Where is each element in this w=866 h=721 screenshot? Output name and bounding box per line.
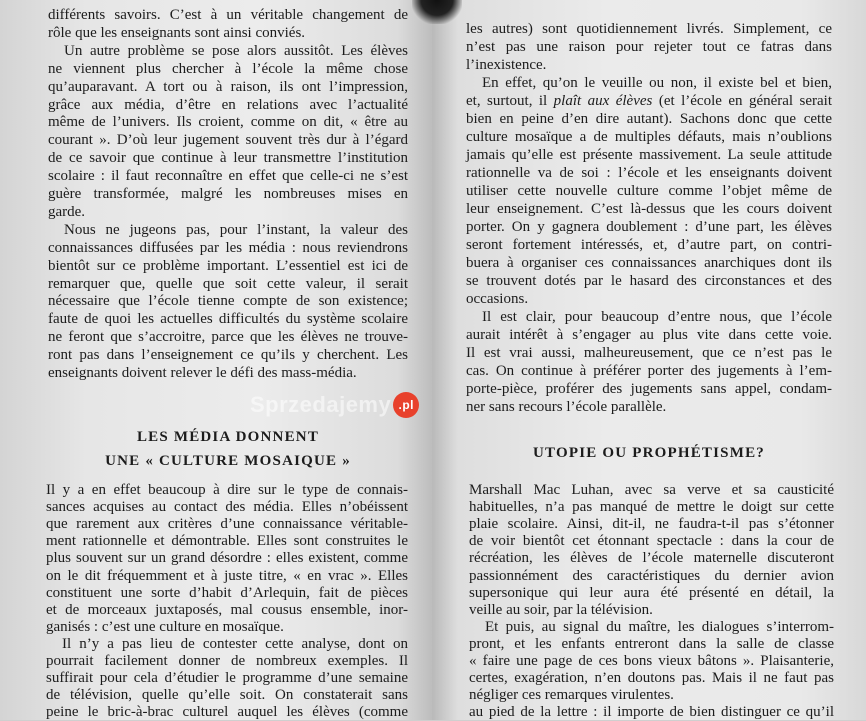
text-line: porte-pièce, proférer des jugements sans appel, condam- [466,381,832,397]
text-line: Marshall Mac Luhan, avec sa verve et sa causticité [469,482,834,498]
text-line: bien en peine d’en dire autant). Sachons donc que cette [466,111,832,127]
text-line: ne viennent plus chercher à l’école la même chose [48,60,408,77]
text-line: leur enseignement. C’est là-dessus que les cours doivent [466,201,832,217]
text-line: jamais qu’elle est présente massivement. La seule attitude [466,147,832,163]
text-line: certes, exagération, n’en doutons pas. Mais il ne faut pas [469,670,834,687]
text-line: n’est pas une raison pour rejeter tout ce fatras dans [466,39,832,55]
text-line: remarquer que, quelle que soit cette valeur, il serait [48,275,408,292]
text-line: seront fortement intéressés, et, d’autre part, on contri- [466,237,832,253]
text-line: suffirait pour cela d’étudier le programme d’une semaine [46,670,408,687]
text-line: l’inexistence. [466,57,547,73]
text-line: de télévision, quelle qu’elle soit. On constaterait sans [46,687,408,704]
text-line: rôle que les enseignants sont ainsi conviés. [48,24,306,41]
text-line: enseignants doivent relever le défi des mass-média. [48,365,357,381]
watermark-logo [250,392,419,420]
right-page [432,0,866,720]
text-line: guère transformée, malgré les nombreuses mises en [48,186,408,202]
text-line: connaissances diffusées par les média : nous reviendrons [48,239,408,256]
text-line: qu’auparavant. A tort ou à raison, ils ont l’impression, [48,78,408,95]
text-line: que rarement aux critères d’une connaissance véritable- [46,516,408,533]
text-line: Il est clair, pour beaucoup d’entre nous, que l’école [482,309,832,325]
text-line: Et puis, au signal du maître, les dialogues s’interrom- [485,618,834,635]
italic-text: plaît aux élèves [553,93,653,109]
text-line: Il y a en effet beaucoup à dire sur le type de connais- [46,482,408,498]
text-line: peine le bric-à-brac culturel auquel les élèves (comme [46,704,408,721]
left-bottom-text [46,481,408,721]
text-line: utiliser cette nouvelle culture comme l’objet même de [466,183,832,199]
left-page [0,0,432,720]
text-segment: (et l’école en général serait [652,93,833,109]
text-line: pront, et les enfants entreront dans la salle de classe [469,635,834,652]
text-line: « faire une page de ces bons vieux bâtons ». Plaisanterie, [469,653,834,669]
section-heading-line1: LES MÉDIA DONNENT [136,429,320,445]
text-line: culture mosaïque a de multiples défauts, mais n’oublions [466,129,832,145]
text-line: porter. On y gagnera doublement : d’une part, les élèves [466,219,832,235]
text-line: différents savoirs. C’est à un véritable changement de [48,7,408,23]
text-line: garde. [48,203,86,220]
text-line: buera à organiser ces connaissances anarchiques dont ils [466,255,832,271]
text-line: plaie scolaire. Ainsi, dit-il, ne faudra-t-il pas s’étonner [469,516,834,533]
text-line: Il n’y a pas lieu de contester cette analyse, dont on [62,635,408,652]
text-line: ner sans recours l’école parallèle. [466,399,667,415]
text-line: au pied de la lettre : il importe de bien distinguer ce qu’il [469,704,834,721]
right-top-text [466,20,832,420]
right-bottom-text [469,481,834,721]
text-line: ne feront que s’accroitre, parce que les élèves ne trouve- [48,329,408,346]
text-line: rationnelle va de soi : l’école et les enseignants doivent [466,165,832,181]
text-line: sances acquises au contact des média. Elles n’obéissent [46,499,408,516]
text-line: veille au soir, par la télévision. [469,601,653,618]
section-heading-line2: UNE « CULTURE MOSAIQUE » [105,453,351,469]
watermark-text: Sprzedajemy [250,392,392,417]
left-top-text [48,6,408,386]
text-line: les autres) sont quotidiennement livrés. Simplement, ce [466,21,832,37]
text-line: constituent une sorte d’habit d’Arlequin, fait de pièces [46,584,408,601]
text-line: récréation, les élèves de l’école maternelle discuteront [469,550,834,567]
watermark-badge: .pl [393,392,419,418]
text-line: de voir bientôt cet étonnant spectacle : dans la cour de [469,533,834,550]
text-line: plus souvent sur un grand désordre : elles existent, comme [46,550,408,567]
text-line: Il est vrai aussi, malheureusement, que ce n’est pas le [466,345,832,361]
text-segment: et, surtout, il [466,93,554,109]
text-line: En effet, qu’on le veuille ou non, il existe bel et bien, [482,75,832,91]
text-line: grâce aux média, d’être en relations avec l’actualité [48,96,408,113]
text-line: se trouvent dotés par le hasard des circonstances et des [466,273,832,289]
section-heading: UTOPIE OU PROPHÉTISME? [533,445,765,461]
text-line [466,92,832,110]
book-gutter-shadow [412,0,462,24]
text-line: faute de quoi les actuelles difficultés du système scolaire [48,311,408,328]
text-line: aurait intérêt à s’engager au plus vite dans cette voie. [466,327,832,343]
text-line: bientôt sur ce problème important. L’essentiel est ici de [48,257,408,274]
text-line: cas. On continue à préférer porter des jugements à l’em- [466,363,832,379]
text-line: Un autre problème se pose alors aussitôt. Les élèves [64,42,408,59]
text-line: supersonique qui leur aura été présenté en détail, la [469,584,834,601]
text-line: occasions. [466,291,529,307]
text-line: scolaire : il faut reconnaître en effet que celle-ci ne s’est [48,168,408,185]
text-line: habituelles, n’a pas manqué de mettre le doigt sur cette [469,499,834,516]
text-line: passionnément des caractéristiques du dernier avion [469,567,834,584]
text-line: nécessaire que l’école tienne compte de son existence; [48,293,408,310]
text-line: ment rationnelle et démontrable. Elles sont construites le [46,533,408,550]
text-line: négliger ces remarques virulentes. [469,687,674,704]
text-line: même de l’univers. Ils croient, comme on dit, « être au [48,114,408,131]
text-line: ganisés : c’est une culture en mosaïque. [46,618,284,635]
text-line: on le dit fréquemment et à juste titre, « en vrac ». Elles [46,567,408,584]
text-line: ront pas dans l’enseignement ce qu’ils y cherchent. Les [48,347,408,364]
text-line: courant ». D’où leur jugement souvent très dur à l’égard [48,132,408,149]
text-line: pourrait facilement donner de nombreux exemples. Il [46,653,408,669]
text-line: de ce savoir que continue à leur transmettre l’institution [48,150,408,167]
text-line: et de morceaux juxtaposés, mal cousus ensemble, inor- [46,601,408,618]
text-line: Nous ne jugeons pas, pour l’instant, la valeur des [64,221,408,238]
